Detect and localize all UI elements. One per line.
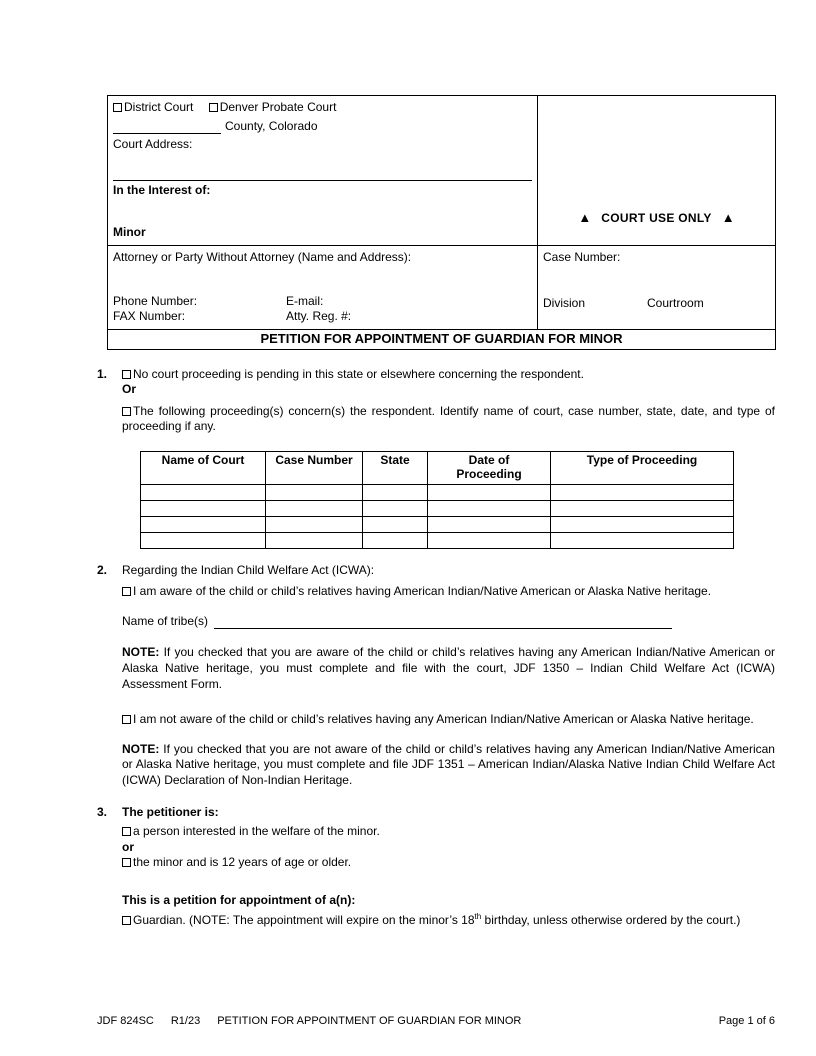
petitioner-person-text: a person interested in the welfare of the minor. xyxy=(133,824,380,839)
guardian-text-post: birthday, unless otherwise ordered by the court.) xyxy=(481,912,741,927)
icwa-note-2 xyxy=(122,742,775,789)
proceedings-table xyxy=(140,451,734,549)
form-title: PETITION FOR APPOINTMENT OF GUARDIAN FOR MINOR xyxy=(108,329,776,349)
note-label: NOTE: xyxy=(122,741,160,756)
division-courtroom-line xyxy=(543,296,770,312)
table-cell[interactable] xyxy=(428,500,551,516)
section-1-number: 1. xyxy=(97,366,108,381)
email-label: E-mail: xyxy=(286,293,324,308)
footer-revision: R1/23 xyxy=(170,1015,201,1027)
table-cell[interactable] xyxy=(141,532,266,548)
table-cell[interactable] xyxy=(363,516,428,532)
table-cell[interactable] xyxy=(363,500,428,516)
case-number-cell xyxy=(538,245,776,329)
petitioner-minor-text: the minor and is 12 years of age or older. xyxy=(133,855,352,870)
name-of-tribe-line xyxy=(122,614,775,630)
court-use-only-banner xyxy=(543,210,770,227)
icwa-not-aware-text: I am not aware of the child or child’s relatives having any American Indian/Native American or Alaska Native heritage. xyxy=(133,712,754,727)
table-cell[interactable] xyxy=(551,500,734,516)
icwa-note-1-text: If you checked that you are aware of the child or child’s relatives having any American Indian/Native American or Alaska Native heritage, you must complete and file with the court, JDF 1350 – Indian Child Welfare Act (ICWA) Assessment Form. xyxy=(122,645,775,691)
petitioner-minor-checkbox[interactable] xyxy=(122,858,131,867)
table-cell[interactable] xyxy=(551,532,734,548)
form-body xyxy=(97,367,775,928)
in-the-interest-label: In the Interest of: xyxy=(113,182,211,197)
header-date-of-proceeding: Date of Proceeding xyxy=(428,452,551,485)
footer-form-id: JDF 824SC xyxy=(97,1015,154,1027)
petitioner-heading: The petitioner is: xyxy=(122,804,219,819)
section-1 xyxy=(97,367,775,549)
petitioner-person-checkbox[interactable] xyxy=(122,827,131,836)
county-label: County, Colorado xyxy=(225,118,318,133)
icwa-aware-checkbox[interactable] xyxy=(122,587,131,596)
no-proceeding-text: No court proceeding is pending in this state or elsewhere concerning the respondent. xyxy=(133,366,584,381)
tribe-label: Name of tribe(s) xyxy=(122,613,209,628)
table-cell[interactable] xyxy=(428,532,551,548)
icwa-note-2-text: If you checked that you are not aware of the child or child’s relatives having any American Indian/Native American or Alaska Native heritage, you must complete and file JDF 1351 – American Indian/Alaska Native Indian Child Welfare Act (ICWA) Declaration of Non-Indian Heritage. xyxy=(122,741,775,787)
or-label-1: Or xyxy=(122,382,137,397)
table-cell[interactable] xyxy=(363,532,428,548)
county-line xyxy=(113,119,532,135)
contact-grid xyxy=(113,294,532,325)
note-label: NOTE: xyxy=(122,645,160,660)
icwa-not-aware-line xyxy=(122,712,775,728)
table-cell[interactable] xyxy=(363,484,428,500)
caption-divider-line xyxy=(113,180,532,181)
court-use-only-label: COURT USE ONLY xyxy=(601,211,712,225)
icwa-aware-text: I am aware of the child or child’s relatives having American Indian/Native American or Alaska Native heritage. xyxy=(133,584,712,599)
section-3 xyxy=(97,805,775,929)
table-cell[interactable] xyxy=(551,516,734,532)
division-label: Division xyxy=(543,295,586,310)
following-proceeding-line xyxy=(122,404,775,435)
page-footer xyxy=(97,1014,775,1028)
guardian-text-pre: Guardian. (NOTE: The appointment will expire on the minor’s 18 xyxy=(133,912,475,927)
footer-left xyxy=(97,1014,538,1028)
court-type-line xyxy=(113,100,532,116)
denver-probate-court-checkbox[interactable] xyxy=(209,103,218,112)
atty-reg-label: Atty. Reg. #: xyxy=(286,309,352,324)
table-cell[interactable] xyxy=(266,516,363,532)
proceedings-row xyxy=(141,500,734,516)
right-triangle-icon: ▲ xyxy=(721,210,735,225)
table-cell[interactable] xyxy=(428,484,551,500)
table-cell[interactable] xyxy=(266,532,363,548)
section-2 xyxy=(97,563,775,789)
header-name-of-court: Name of Court xyxy=(141,452,266,485)
section-2-number: 2. xyxy=(97,562,108,577)
district-court-checkbox[interactable] xyxy=(113,103,122,112)
footer-form-title: PETITION FOR APPOINTMENT OF GUARDIAN FOR MINOR xyxy=(217,1015,522,1027)
proceedings-row xyxy=(141,516,734,532)
icwa-note-1 xyxy=(122,645,775,692)
header-state: State xyxy=(363,452,428,485)
header-type-of-proceeding: Type of Proceeding xyxy=(551,452,734,485)
guardian-line xyxy=(122,913,775,929)
fax-number-label: FAX Number: xyxy=(113,309,186,324)
tribe-blank-field[interactable] xyxy=(214,616,672,629)
proceedings-header-row xyxy=(141,452,734,485)
guardian-superscript: th xyxy=(474,911,482,921)
attorney-cell xyxy=(108,245,538,329)
icwa-heading: Regarding the Indian Child Welfare Act (ICWA): xyxy=(122,562,375,577)
courtroom-label: Courtroom xyxy=(647,295,704,310)
section-3-number: 3. xyxy=(97,804,108,819)
guardian-checkbox[interactable] xyxy=(122,916,131,925)
caption-box xyxy=(107,95,776,350)
icwa-not-aware-checkbox[interactable] xyxy=(122,715,131,724)
court-use-only-cell xyxy=(538,96,776,246)
left-triangle-icon: ▲ xyxy=(578,210,592,225)
petitioner-person-line xyxy=(122,824,775,840)
court-address-label: Court Address: xyxy=(113,137,193,152)
case-number-label: Case Number: xyxy=(543,249,621,264)
table-cell[interactable] xyxy=(266,500,363,516)
table-cell[interactable] xyxy=(428,516,551,532)
county-blank-field[interactable] xyxy=(113,121,221,134)
denver-probate-court-label: Denver Probate Court xyxy=(219,100,337,114)
no-proceeding-checkbox[interactable] xyxy=(122,370,131,379)
minor-label: Minor xyxy=(113,225,146,240)
table-cell[interactable] xyxy=(141,516,266,532)
no-proceeding-line xyxy=(122,367,775,383)
following-proceeding-text: The following proceeding(s) concern(s) the respondent. Identify name of court, case number, state, date, and type of proceeding if any. xyxy=(122,403,775,434)
attorney-label: Attorney or Party Without Attorney (Name and Address): xyxy=(113,249,412,264)
petitioner-minor-line xyxy=(122,855,775,871)
icwa-aware-line xyxy=(122,584,775,600)
following-proceeding-checkbox[interactable] xyxy=(122,407,131,416)
table-cell[interactable] xyxy=(266,484,363,500)
table-cell[interactable] xyxy=(551,484,734,500)
proceedings-row xyxy=(141,532,734,548)
footer-page-number: Page 1 of 6 xyxy=(718,1015,775,1027)
table-cell[interactable] xyxy=(141,484,266,500)
district-court-label: District Court xyxy=(124,100,194,114)
header-case-number: Case Number xyxy=(266,452,363,485)
proceedings-row xyxy=(141,484,734,500)
or-label-2: or xyxy=(122,839,134,854)
phone-number-label: Phone Number: xyxy=(113,293,198,308)
appointment-heading: This is a petition for appointment of a(n): xyxy=(122,892,356,907)
table-cell[interactable] xyxy=(141,500,266,516)
caption-court-cell xyxy=(108,96,538,246)
